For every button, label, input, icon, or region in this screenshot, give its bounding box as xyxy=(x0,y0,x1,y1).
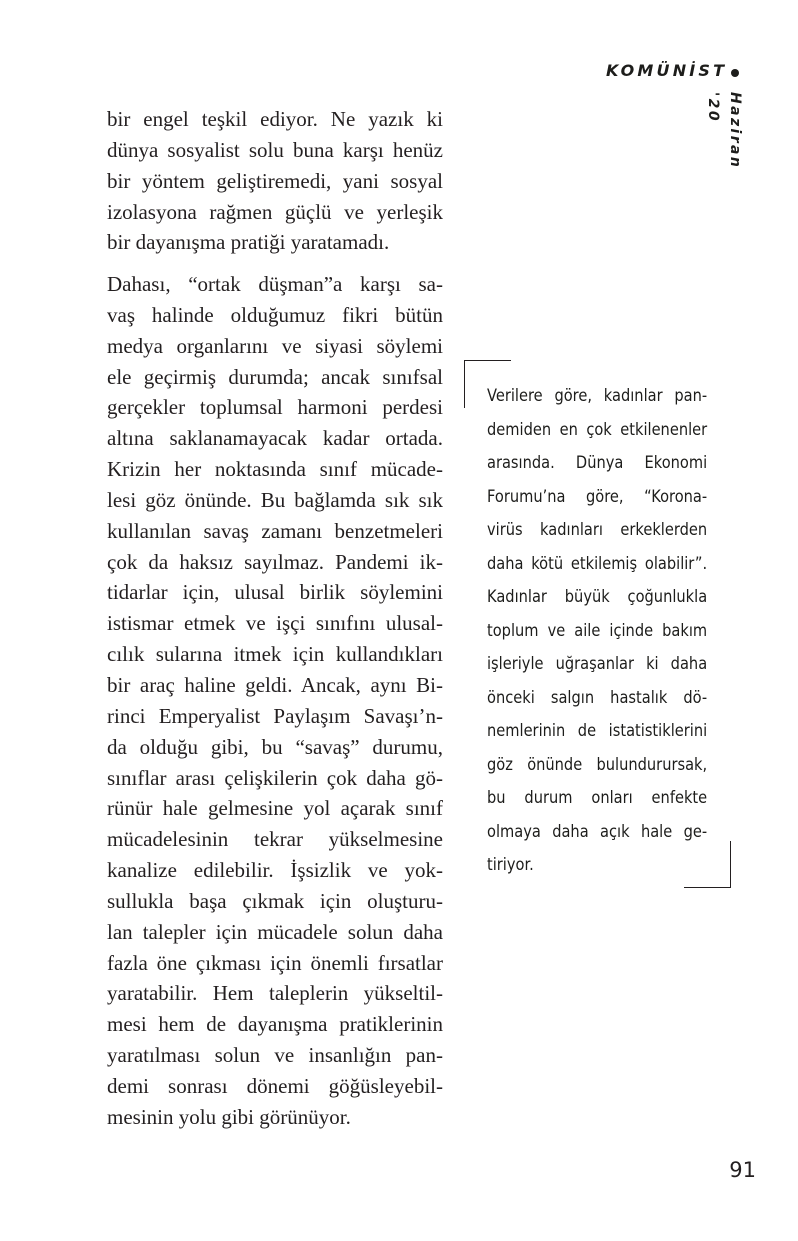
text-line: istismar etmek ve işçi sınıfını ulusal- xyxy=(107,611,443,636)
text-line: ele geçirmiş durumda; ancak sınıfsal xyxy=(107,364,443,389)
text-line: sullukla başa çıkmak için oluşturu- xyxy=(107,888,443,913)
pull-quote-text xyxy=(487,380,707,883)
quote-line: göz önünde bulundurursak, xyxy=(487,754,708,775)
body-paragraph-1 xyxy=(107,104,443,258)
text-line: Dahası, “ortak düşman”a karşı sa- xyxy=(107,272,443,296)
text-line: rünür hale gelmesine yol açarak sınıf xyxy=(107,796,443,821)
text-line: demi sonrası dönemi göğüsleyebil- xyxy=(107,1073,443,1098)
quote-line: Forumu’na göre, “Korona- xyxy=(487,486,708,507)
text-line: rinci Emperyalist Paylaşım Savaşı’n- xyxy=(107,703,443,728)
quote-line: işleriyle uğraşanlar ki daha xyxy=(487,654,708,674)
text-line: sınıflar arası çelişkilerin çok daha gö- xyxy=(107,765,443,790)
text-line: tidarlar için, ulusal birlik söylemini xyxy=(107,580,443,605)
text-line: fazla öne çıkması için önemli fırsatlar xyxy=(107,950,443,975)
quote-bracket-bottom-right xyxy=(730,841,731,888)
bullet-dot-icon xyxy=(731,69,739,77)
text-line: cılık sularına itmek için kullandıkları xyxy=(107,642,443,667)
quote-bracket-bottom-right xyxy=(684,887,731,888)
quote-line: bu durum onları enfekte xyxy=(487,788,708,808)
text-line: lan talepler için mücadele solun daha xyxy=(107,919,443,944)
quote-line: nemlerinin de istatistiklerini xyxy=(487,721,708,741)
text-line: izolasyona rağmen güçlü ve yerleşik xyxy=(107,199,443,224)
quote-line: arasında. Dünya Ekonomi xyxy=(487,453,708,473)
quote-line: toplum ve aile içinde bakım xyxy=(487,620,708,641)
text-line: Krizin her noktasında sınıf mücade- xyxy=(107,457,443,482)
quote-line: Kadınlar büyük çoğunlukla xyxy=(487,587,708,607)
text-line: dünya sosyalist solu buna karşı henüz xyxy=(107,137,443,162)
issue-date: Haziran '20 xyxy=(705,92,743,170)
text-line: bir araç haline geldi. Ancak, aynı Bi- xyxy=(107,672,443,697)
text-line: medya organlarını ve siyasi söylemi xyxy=(107,333,443,358)
quote-line: Verilere göre, kadınlar pan- xyxy=(487,386,708,406)
text-line: mesinin yolu gibi görünüyor. xyxy=(107,1104,351,1129)
pull-quote xyxy=(464,360,731,888)
text-line: bir dayanışma pratiği yaratamadı. xyxy=(107,230,390,255)
text-line: yaratılması solun ve insanlığın pan- xyxy=(107,1043,443,1068)
text-line: mücadelesinin tekrar yükselmesine xyxy=(107,827,443,852)
text-line: mesi hem de dayanışma pratiklerinin xyxy=(107,1012,443,1037)
text-line: bir engel teşkil ediyor. Ne yazık ki xyxy=(107,107,443,131)
publication-title: KOMÜNİST xyxy=(606,61,728,80)
text-line: yaratabilir. Hem taleplerin yükseltil- xyxy=(107,981,443,1006)
text-line: gerçekler toplumsal harmoni perdesi xyxy=(107,395,443,420)
quote-line: demiden en çok etkilenenler xyxy=(487,419,708,440)
text-line: lesi göz önünde. Bu bağlamda sık sık xyxy=(107,487,443,512)
quote-line: daha kötü etkilemiş olabilir”. xyxy=(487,553,708,574)
text-line: kanalize edilebilir. İşsizlik ve yok- xyxy=(107,858,443,883)
quote-line: virüs kadınları erkeklerden xyxy=(487,520,708,540)
quote-line: tiriyor. xyxy=(487,855,534,875)
text-line: altına saklanamayacak kadar ortada. xyxy=(107,426,443,451)
text-line: bir yöntem geliştiremedi, yani sosyal xyxy=(107,168,443,193)
quote-line: olmaya daha açık hale ge- xyxy=(487,821,708,842)
quote-line: önceki salgın hastalık dö- xyxy=(487,687,708,708)
text-line: vaş halinde olduğumuz fikri bütün xyxy=(107,302,443,327)
quote-bracket-top-left xyxy=(464,360,465,408)
body-paragraph-2 xyxy=(107,269,443,1133)
text-line: çok da haksız sayılmaz. Pandemi ik- xyxy=(107,549,443,574)
quote-bracket-top-left xyxy=(464,360,511,361)
text-line: kullanılan savaş zamanı benzetmeleri xyxy=(107,518,443,543)
page-number: 91 xyxy=(729,1158,756,1182)
text-line: da olduğu gibi, bu “savaş” durumu, xyxy=(107,734,443,759)
